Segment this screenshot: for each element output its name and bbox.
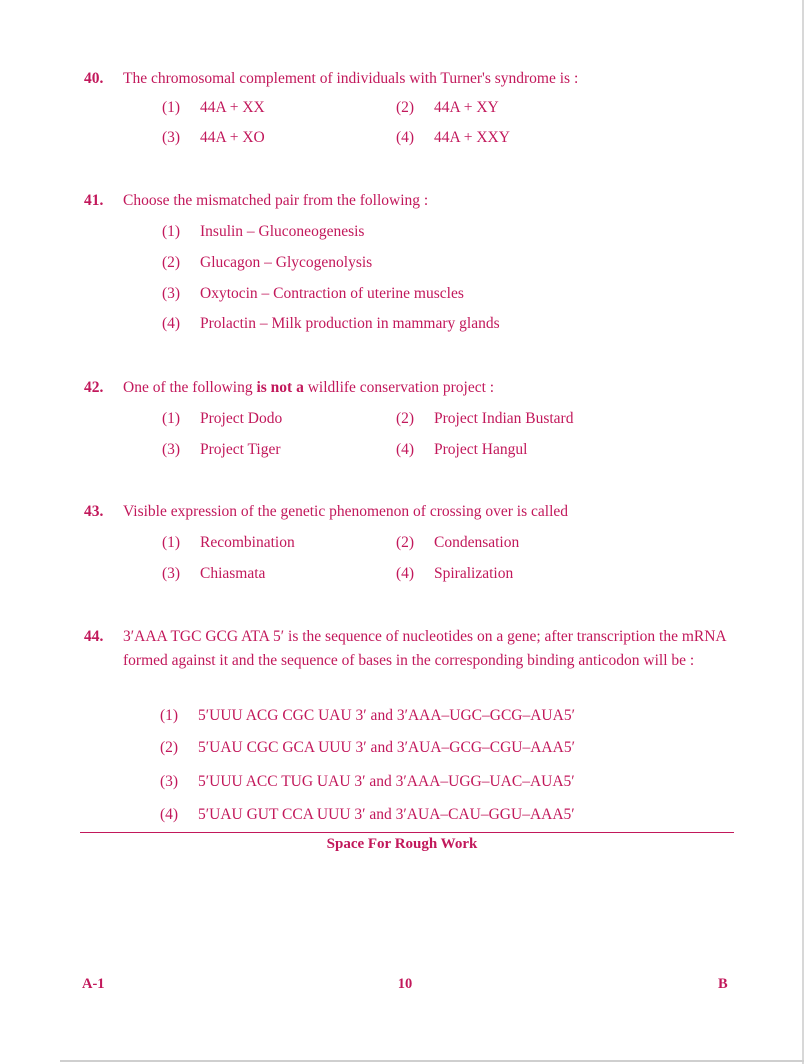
option-40-4: (4) 44A + XXY — [396, 129, 510, 146]
option-43-1: (1) Recombination — [162, 534, 295, 551]
question-text: One of the following is not a wildlife conservation project : — [123, 379, 495, 396]
question-42 — [84, 376, 744, 400]
question-text: Visible expression of the genetic phenomenon of crossing over is called — [123, 503, 569, 520]
question-number: 41. — [84, 192, 104, 209]
option-42-1: (1) Project Dodo — [162, 410, 283, 427]
option-44-2: (2) 5′UAU CGC GCA UUU 3′ and 3′AUA–GCG–CGU–AAA5′ — [160, 739, 575, 756]
option-42-3: (3) Project Tiger — [162, 441, 281, 458]
question-text: The chromosomal complement of individuals with Turner's syndrome is : — [123, 70, 579, 87]
option-41-1: (1) Insulin – Gluconeogenesis — [162, 223, 365, 240]
option-41-2: (2) Glucagon – Glycogenolysis — [162, 254, 373, 271]
question-44 — [84, 625, 734, 673]
option-43-3: (3) Chiasmata — [162, 565, 266, 582]
footer-series: B — [718, 976, 728, 992]
question-text: Choose the mismatched pair from the following : — [123, 192, 429, 209]
option-42-4: (4) Project Hangul — [396, 441, 528, 458]
option-40-3: (3) 44A + XO — [162, 129, 265, 146]
option-43-4: (4) Spiralization — [396, 565, 514, 582]
question-number: 40. — [84, 70, 104, 87]
question-number: 42. — [84, 379, 104, 396]
page-number: 10 — [397, 976, 413, 992]
question-43 — [84, 500, 744, 524]
question-text: 3′AAA TGC GCG ATA 5′ is the sequence of nucleotides on a gene; after transcription the mRNA formed against it and the sequence of bases in the corresponding binding anticodon will be : — [123, 628, 726, 669]
footer-code: A-1 — [82, 976, 105, 992]
option-41-4: (4) Prolactin – Milk production in mammary glands — [162, 315, 500, 332]
option-44-1: (1) 5′UUU ACG CGC UAU 3′ and 3′AAA–UGC–GCG–AUA5′ — [160, 707, 575, 724]
question-number: 44. — [84, 628, 104, 645]
option-42-2: (2) Project Indian Bustard — [396, 410, 574, 427]
option-40-2: (2) 44A + XY — [396, 99, 499, 116]
question-41 — [84, 189, 744, 213]
option-43-2: (2) Condensation — [396, 534, 520, 551]
option-44-3: (3) 5′UUU ACC TUG UAU 3′ and 3′AAA–UGG–UAC–AUA5′ — [160, 773, 575, 790]
divider-rule — [80, 832, 734, 833]
option-41-3: (3) Oxytocin – Contraction of uterine muscles — [162, 285, 464, 302]
scan-edge-bottom — [60, 1060, 804, 1062]
option-44-4: (4) 5′UAU GUT CCA UUU 3′ and 3′AUA–CAU–GGU–AAA5′ — [160, 806, 575, 823]
question-number: 43. — [84, 503, 104, 520]
emphasis-not: is not a — [256, 379, 304, 396]
question-40 — [84, 67, 744, 91]
option-40-1: (1) 44A + XX — [162, 99, 265, 116]
rough-work-label: Space For Rough Work — [326, 836, 478, 852]
